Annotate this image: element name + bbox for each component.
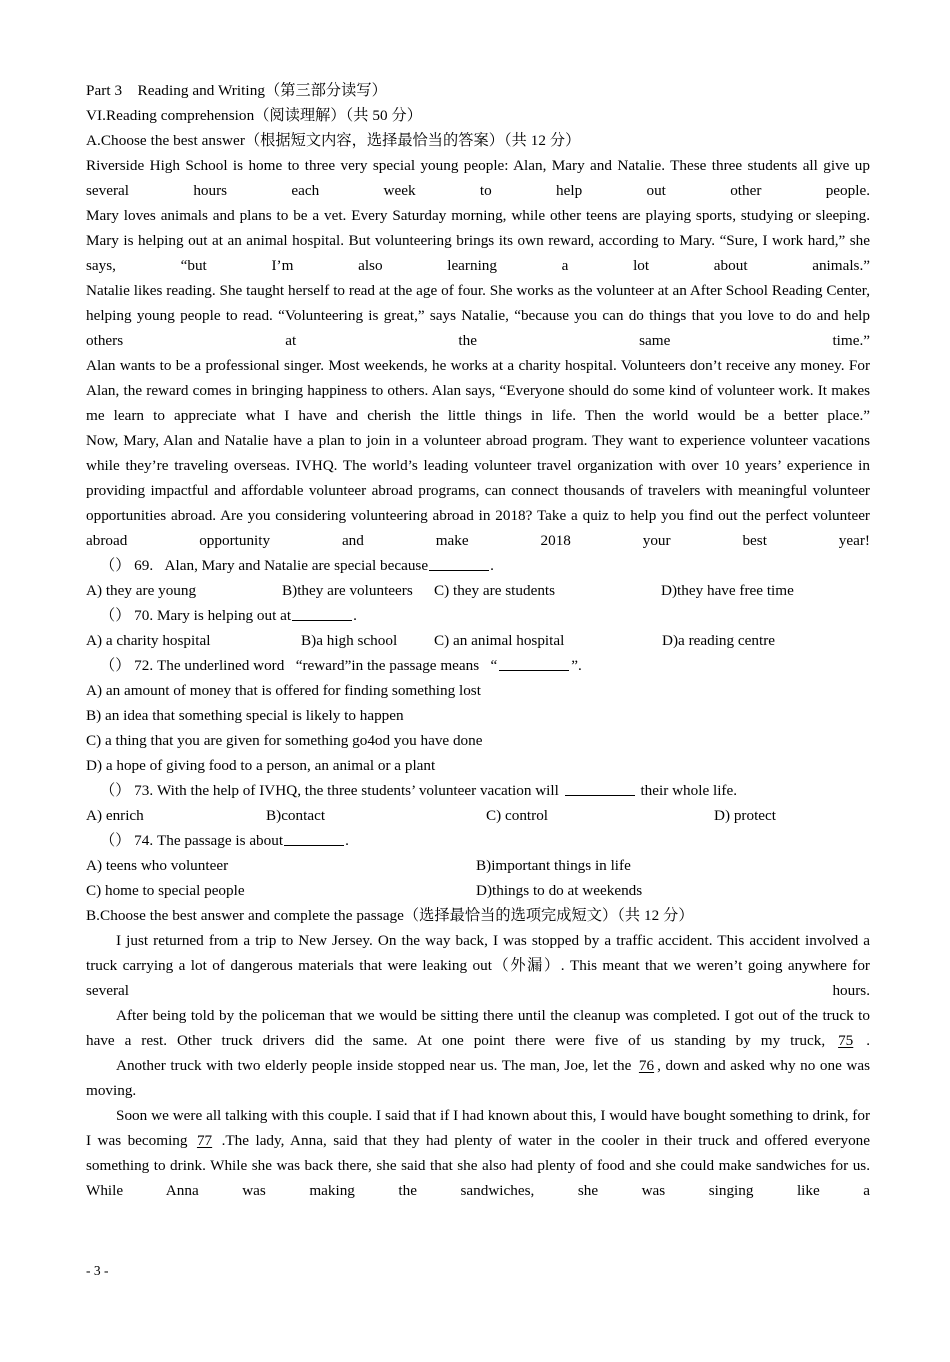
question-72-option-d[interactable]: D) a hope of giving food to a person, an animal or a plant: [86, 757, 436, 774]
page-number-footer: - 3 -: [86, 1263, 109, 1278]
question-74-option-c[interactable]: C) home to special people: [86, 882, 245, 899]
question-70-marker: （）: [100, 607, 131, 624]
question-69-options: [86, 578, 870, 603]
question-74-option-b[interactable]: B)important things in life: [476, 857, 631, 874]
cloze-blank-75[interactable]: 75: [838, 1032, 854, 1049]
passage-a-paragraph-4: Alan wants to be a professional singer. Most weekends, he works at a charity hospital. Volunteers don’t receive any money. For Alan, the reward comes in bringing happiness to others. Alan says, “Everyone should do some kind of volunteer work. It makes me learn to appreciate what I have and cherish the little things in life. Then the world would be a better place.”: [86, 357, 870, 424]
question-69-option-a[interactable]: A) they are young: [86, 582, 197, 599]
question-73-option-b[interactable]: B)contact: [266, 807, 326, 824]
cloze-blank-77[interactable]: 77: [196, 1132, 213, 1149]
passage-b-p3-end: down and asked why no one was moving.: [86, 1057, 871, 1099]
section-vi-heading: VI.Reading comprehension（阅读理解）（共 50 分）: [86, 107, 422, 124]
question-73-stem: [86, 778, 870, 803]
passage-b-paragraph-4: [86, 1103, 870, 1203]
passage-b-p3-text: Another truck with two elderly people inside stopped near us. The man, Joe, let the: [116, 1057, 632, 1074]
passage-b-p4-text: Soon we were all talking with this couple. I said that if I had known about this, I would have bought something to drink, for I was becoming: [86, 1107, 870, 1149]
passage-b-p4-end: .The lady, Anna, said that they had plenty of water in the cooler in their truck and offered everyone something to drink. While she was back there, she said that she also had plenty of food and she could make sandwiches for us. While Anna was making the sandwiches, she was singing like a: [86, 1132, 871, 1199]
passage-b-paragraph-2: [86, 1003, 870, 1053]
question-70-option-b[interactable]: B)a high school: [301, 632, 398, 649]
question-73-number: 73.: [134, 782, 154, 799]
question-70-end: .: [353, 607, 357, 624]
question-74-options-row-2: [86, 878, 870, 903]
section-a-heading: A.Choose the best answer（根据短文内容，选择最恰当的答案）（共 12 分）: [86, 132, 581, 149]
question-70-options: [86, 628, 870, 653]
passage-a-paragraph-2: Mary loves animals and plans to be a vet. Every Saturday morning, while other teens are playing sports, studying or sleeping. Mary is helping out at an animal hospital. But volunteering brings its own reward, according to Mary. “Sure, I work hard,” she says, “but I’m also learning a lot about animals.”: [86, 207, 870, 274]
question-73-option-c[interactable]: C) control: [486, 807, 549, 824]
passage-a-paragraph-5: Now, Mary, Alan and Natalie have a plan to join in a volunteer abroad program. They want to experience volunteer vacations while they’re traveling overseas. IVHQ. The world’s leading volunteer travel organization with over 10 years’ experience in providing impactful and affordable volunteer abroad programs, can connect thousands of travelers with meaningful volunteer opportunities abroad. Are you considering volunteering abroad in 2018? Take a quiz to help you find out the perfect volunteer abroad opportunity and make 2018 your best year!: [86, 432, 870, 549]
passage-b-paragraph-3: Another truck with two elderly people inside stopped near us. The man, Joe, let the 76 , down and asked why no one was moving.: [86, 1057, 871, 1099]
passage-a-paragraph-1: Riverside High School is home to three very special young people: Alan, Mary and Natalie. These three students all give up several hours each week to help out other people.: [86, 157, 870, 199]
question-70-number: 70.: [134, 607, 154, 624]
passage-b-paragraph-1: I just returned from a trip to New Jersey. On the way back, I was stopped by a traffic accident. This accident involved a truck carrying a lot of dangerous materials that were leaking out（外漏）. This meant that we weren’t going anywhere for several hours.: [86, 932, 870, 999]
question-74-stem: [86, 828, 870, 853]
question-73-end: their whole life.: [640, 782, 738, 799]
part-heading: Part 3 Reading and Writing（第三部分读写）: [86, 82, 387, 99]
question-69-option-d[interactable]: D)they have free time: [661, 582, 794, 599]
question-73-blank[interactable]: [565, 782, 635, 796]
question-72-option-a[interactable]: A) an amount of money that is offered for finding something lost: [86, 682, 481, 699]
question-72-stem: [86, 653, 870, 678]
question-74-end: .: [345, 832, 349, 849]
question-69-stem: [86, 553, 870, 578]
question-74-marker: （）: [100, 832, 131, 849]
question-70-text: Mary is helping out at: [156, 607, 292, 624]
section-b-heading: B.Choose the best answer and complete the passage（选择最恰当的选项完成短文）（共 12 分）: [86, 907, 694, 924]
question-72-option-b[interactable]: B) an idea that something special is likely to happen: [86, 707, 404, 724]
question-72-end: ”.: [571, 657, 582, 674]
question-72-option-c[interactable]: C) a thing that you are given for something go4od you have done: [86, 732, 483, 749]
question-70-option-d[interactable]: D)a reading centre: [662, 632, 775, 649]
question-69-marker: （）: [100, 557, 131, 574]
question-73-options: [86, 803, 870, 828]
question-70-blank[interactable]: [292, 607, 352, 621]
passage-b-p2-text: After being told by the policeman that we would be sitting there until the cleanup was completed. I got out of the truck to have a rest. Other truck drivers did the same. At one point there were five of us standing by my truck,: [86, 1007, 870, 1049]
question-70-option-c[interactable]: C) an animal hospital: [434, 632, 565, 649]
question-69-end: .: [490, 557, 494, 574]
question-74-blank[interactable]: [284, 832, 344, 846]
question-73-text: With the help of IVHQ, the three students’ volunteer vacation will: [156, 782, 559, 799]
question-73-option-a[interactable]: A) enrich: [86, 807, 144, 824]
question-70-option-a[interactable]: A) a charity hospital: [86, 632, 211, 649]
question-74-options-row-1: [86, 853, 870, 878]
question-69-blank[interactable]: [429, 557, 489, 571]
passage-b-p2-end: .: [866, 1032, 871, 1049]
cloze-blank-76[interactable]: 76: [638, 1057, 655, 1074]
question-74-option-a[interactable]: A) teens who volunteer: [86, 857, 229, 874]
passage-a-paragraph-3: Natalie likes reading. She taught herself to read at the age of four. She works as the volunteer at an After School Reading Center, helping young people to read. “Volunteering is great,” says Natalie, “because you can do things that you love to do and help others at the same time.”: [86, 282, 870, 349]
question-72-number: 72.: [134, 657, 154, 674]
question-69-text: Alan, Mary and Natalie are special because: [164, 557, 429, 574]
question-73-option-d[interactable]: D) protect: [714, 807, 776, 824]
question-74-text: The passage is about: [156, 832, 284, 849]
question-69-option-b[interactable]: B)they are volunteers: [282, 582, 413, 599]
question-70-stem: [86, 603, 870, 628]
question-73-marker: （）: [100, 782, 131, 799]
question-74-option-d[interactable]: D)things to do at weekends: [476, 882, 643, 899]
question-74-number: 74.: [134, 832, 154, 849]
question-69-option-c[interactable]: C) they are students: [434, 582, 556, 599]
question-69-number: 69.: [134, 557, 154, 574]
question-72-blank[interactable]: [499, 657, 569, 671]
question-72-text: The underlined word “reward”in the passage means “: [156, 657, 498, 674]
question-72-marker: （）: [100, 657, 131, 674]
